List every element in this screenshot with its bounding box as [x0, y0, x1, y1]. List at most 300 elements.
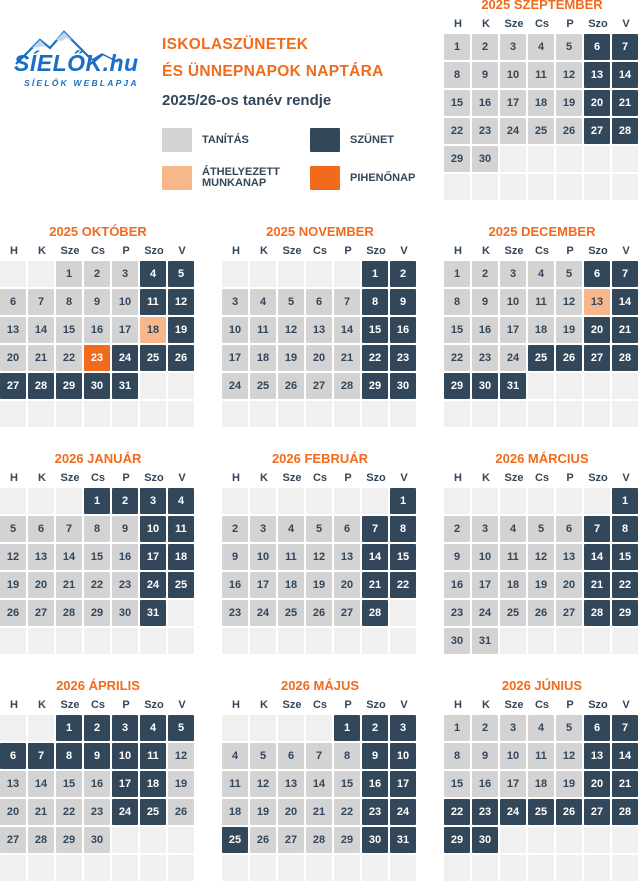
day-cell: 2	[112, 488, 138, 514]
day-cell: 6	[556, 516, 582, 542]
month-title: 2026 MÁRCIUS	[495, 451, 589, 466]
month-2026-junius	[444, 677, 640, 881]
day-cell: 4	[168, 488, 194, 514]
day-cell: 11	[222, 771, 248, 797]
weekday-label: K	[38, 245, 46, 257]
empty-cell	[444, 174, 470, 200]
day-cell: 30	[472, 373, 498, 399]
day-cell: 11	[528, 62, 554, 88]
day-cell: 8	[444, 743, 470, 769]
day-cell: 3	[112, 715, 138, 741]
day-cell: 18	[222, 799, 248, 825]
weekday-label: P	[566, 472, 574, 484]
empty-cell	[584, 174, 610, 200]
weekday-header	[444, 14, 640, 34]
day-cell: 27	[584, 799, 610, 825]
day-cell: 27	[306, 373, 332, 399]
empty-cell	[306, 715, 332, 741]
day-cell: 6	[584, 715, 610, 741]
day-cell: 24	[222, 373, 248, 399]
empty-cell	[584, 827, 610, 853]
day-cell: 29	[612, 600, 638, 626]
day-cell: 14	[612, 289, 638, 315]
legend-item-athelyezett	[162, 166, 280, 190]
day-cell: 29	[334, 827, 360, 853]
day-cell: 22	[444, 799, 470, 825]
empty-cell	[56, 488, 82, 514]
day-cell: 7	[362, 516, 388, 542]
weekday-label: H	[232, 472, 240, 484]
day-cell: 23	[362, 799, 388, 825]
weekday-label: H	[454, 472, 462, 484]
month-2025-szeptember	[444, 0, 640, 200]
empty-cell	[472, 488, 498, 514]
day-grid	[444, 488, 640, 654]
empty-cell	[612, 855, 638, 881]
empty-cell	[500, 827, 526, 853]
day-cell: 14	[28, 317, 54, 343]
empty-cell	[0, 628, 26, 654]
empty-cell	[278, 855, 304, 881]
day-cell: 6	[306, 289, 332, 315]
day-cell: 20	[584, 317, 610, 343]
weekday-label: H	[10, 472, 18, 484]
day-cell: 14	[584, 544, 610, 570]
empty-cell	[112, 401, 138, 427]
day-cell: 5	[556, 715, 582, 741]
day-cell: 5	[250, 743, 276, 769]
empty-cell	[612, 146, 638, 172]
day-cell: 9	[84, 289, 110, 315]
day-cell: 18	[500, 572, 526, 598]
day-cell: 28	[612, 345, 638, 371]
empty-cell	[0, 261, 26, 287]
day-cell: 24	[500, 118, 526, 144]
empty-cell	[390, 401, 416, 427]
day-cell: 8	[334, 743, 360, 769]
day-cell: 5	[306, 516, 332, 542]
empty-cell	[140, 827, 166, 853]
day-cell: 5	[278, 289, 304, 315]
empty-cell	[140, 373, 166, 399]
day-cell: 12	[278, 317, 304, 343]
day-cell: 30	[390, 373, 416, 399]
empty-cell	[306, 855, 332, 881]
day-cell: 11	[528, 743, 554, 769]
weekday-label: P	[122, 472, 130, 484]
day-cell: 21	[56, 572, 82, 598]
day-cell: 5	[0, 516, 26, 542]
day-cell: 8	[612, 516, 638, 542]
empty-cell	[84, 628, 110, 654]
weekday-label: Szo	[366, 699, 386, 711]
weekday-label: K	[260, 472, 268, 484]
empty-cell	[56, 401, 82, 427]
weekday-label: Szo	[144, 699, 164, 711]
day-cell: 20	[278, 799, 304, 825]
day-cell: 23	[222, 600, 248, 626]
day-cell: 11	[168, 516, 194, 542]
day-cell: 26	[556, 799, 582, 825]
weekday-label: K	[260, 699, 268, 711]
day-cell: 23	[84, 345, 110, 371]
weekday-label: H	[454, 245, 462, 257]
empty-cell	[362, 401, 388, 427]
empty-cell	[250, 855, 276, 881]
month-2026-januar	[0, 450, 196, 654]
empty-cell	[84, 401, 110, 427]
empty-cell	[362, 628, 388, 654]
weekday-label: V	[622, 699, 630, 711]
day-cell: 3	[112, 261, 138, 287]
weekday-label: V	[622, 18, 630, 30]
day-cell: 2	[84, 715, 110, 741]
day-cell: 16	[444, 572, 470, 598]
day-cell: 17	[472, 572, 498, 598]
empty-cell	[222, 401, 248, 427]
day-cell: 6	[278, 743, 304, 769]
day-cell: 7	[612, 715, 638, 741]
day-cell: 20	[584, 771, 610, 797]
day-cell: 19	[168, 771, 194, 797]
day-cell: 29	[84, 600, 110, 626]
day-cell: 3	[250, 516, 276, 542]
empty-cell	[528, 373, 554, 399]
day-cell: 13	[334, 544, 360, 570]
weekday-label: H	[10, 699, 18, 711]
day-cell: 8	[84, 516, 110, 542]
empty-cell	[362, 488, 388, 514]
day-cell: 3	[472, 516, 498, 542]
empty-cell	[584, 628, 610, 654]
day-cell: 4	[140, 715, 166, 741]
month-title: 2026 FEBRUÁR	[271, 451, 369, 466]
month-2026-aprilis	[0, 677, 196, 881]
weekday-label: P	[344, 699, 352, 711]
day-cell: 21	[28, 799, 54, 825]
day-cell: 6	[584, 34, 610, 60]
day-cell: 1	[444, 261, 470, 287]
weekday-label: Sze	[504, 699, 524, 711]
day-cell: 23	[112, 572, 138, 598]
day-cell: 1	[362, 261, 388, 287]
day-cell: 2	[84, 261, 110, 287]
day-cell: 8	[56, 743, 82, 769]
day-cell: 16	[222, 572, 248, 598]
day-cell: 11	[140, 289, 166, 315]
day-cell: 11	[500, 544, 526, 570]
day-cell: 20	[556, 572, 582, 598]
weekday-label: P	[344, 245, 352, 257]
day-cell: 14	[306, 771, 332, 797]
weekday-label: P	[122, 699, 130, 711]
day-cell: 30	[362, 827, 388, 853]
legend-label-tanitas: TANÍTÁS	[202, 133, 249, 146]
day-cell: 4	[222, 743, 248, 769]
day-cell: 21	[334, 345, 360, 371]
empty-cell	[612, 401, 638, 427]
day-cell: 18	[278, 572, 304, 598]
weekday-label: Sze	[282, 245, 302, 257]
day-cell: 10	[500, 289, 526, 315]
weekday-label: K	[260, 245, 268, 257]
month-2026-majus	[222, 677, 418, 881]
day-cell: 1	[444, 34, 470, 60]
day-cell: 1	[612, 488, 638, 514]
day-cell: 27	[0, 373, 26, 399]
day-cell: 2	[390, 261, 416, 287]
weekday-label: Szo	[588, 699, 608, 711]
day-cell: 24	[390, 799, 416, 825]
page-title-line1: ISKOLASZÜNETEK	[162, 36, 309, 53]
month-title: 2025 SZEPTEMBER	[481, 0, 603, 12]
day-cell: 20	[306, 345, 332, 371]
day-cell: 7	[334, 289, 360, 315]
empty-cell	[140, 628, 166, 654]
weekday-label: V	[178, 472, 186, 484]
day-cell: 30	[112, 600, 138, 626]
day-cell: 22	[444, 118, 470, 144]
day-cell: 16	[472, 90, 498, 116]
day-cell: 23	[472, 345, 498, 371]
day-cell: 8	[56, 289, 82, 315]
day-cell: 13	[584, 743, 610, 769]
day-cell: 14	[612, 743, 638, 769]
day-cell: 10	[250, 544, 276, 570]
day-cell: 16	[472, 317, 498, 343]
weekday-header	[444, 241, 640, 261]
legend-swatch-szunet	[310, 128, 340, 152]
empty-cell	[112, 628, 138, 654]
empty-cell	[444, 401, 470, 427]
day-cell: 14	[612, 62, 638, 88]
day-cell: 26	[278, 373, 304, 399]
month-title: 2025 DECEMBER	[488, 224, 596, 239]
empty-cell	[500, 488, 526, 514]
empty-cell	[334, 401, 360, 427]
day-cell: 16	[84, 317, 110, 343]
weekday-label: Cs	[312, 245, 328, 257]
day-cell: 5	[556, 261, 582, 287]
day-grid	[0, 261, 196, 427]
day-cell: 27	[334, 600, 360, 626]
empty-cell	[500, 401, 526, 427]
month-title: 2025 OKTÓBER	[49, 224, 147, 239]
day-cell: 4	[528, 34, 554, 60]
day-cell: 18	[528, 771, 554, 797]
day-cell: 18	[528, 90, 554, 116]
day-cell: 7	[28, 289, 54, 315]
day-cell: 6	[0, 289, 26, 315]
day-cell: 20	[28, 572, 54, 598]
day-cell: 16	[112, 544, 138, 570]
weekday-header	[444, 695, 640, 715]
day-cell: 30	[84, 827, 110, 853]
day-cell: 17	[112, 317, 138, 343]
weekday-label: K	[482, 245, 490, 257]
empty-cell	[444, 855, 470, 881]
empty-cell	[168, 600, 194, 626]
weekday-label: K	[482, 18, 490, 30]
empty-cell	[334, 488, 360, 514]
weekday-label: V	[622, 245, 630, 257]
day-cell: 25	[140, 345, 166, 371]
month-2026-februar	[222, 450, 418, 654]
weekday-label: Sze	[504, 472, 524, 484]
day-cell: 18	[528, 317, 554, 343]
day-cell: 5	[528, 516, 554, 542]
empty-cell	[222, 628, 248, 654]
day-cell: 29	[56, 827, 82, 853]
weekday-header	[222, 468, 418, 488]
weekday-label: H	[232, 245, 240, 257]
weekday-label: K	[482, 699, 490, 711]
page-title-line2: ÉS ÜNNEPNAPOK NAPTÁRA	[162, 63, 384, 80]
empty-cell	[222, 855, 248, 881]
day-cell: 15	[444, 771, 470, 797]
empty-cell	[250, 261, 276, 287]
day-cell: 1	[444, 715, 470, 741]
day-cell: 29	[444, 146, 470, 172]
day-cell: 3	[500, 34, 526, 60]
day-cell: 28	[334, 373, 360, 399]
day-cell: 25	[168, 572, 194, 598]
empty-cell	[612, 827, 638, 853]
empty-cell	[0, 855, 26, 881]
day-cell: 13	[306, 317, 332, 343]
empty-cell	[306, 401, 332, 427]
empty-cell	[0, 488, 26, 514]
month-title: 2026 JANUÁR	[54, 451, 142, 466]
day-cell: 18	[140, 771, 166, 797]
day-cell: 21	[28, 345, 54, 371]
day-cell: 19	[168, 317, 194, 343]
day-cell: 30	[472, 146, 498, 172]
day-cell: 13	[0, 771, 26, 797]
day-cell: 30	[444, 628, 470, 654]
empty-cell	[556, 855, 582, 881]
day-cell: 24	[112, 799, 138, 825]
day-cell: 24	[112, 345, 138, 371]
day-cell: 10	[112, 743, 138, 769]
weekday-label: K	[38, 472, 46, 484]
day-cell: 3	[500, 715, 526, 741]
weekday-label: H	[232, 699, 240, 711]
empty-cell	[278, 628, 304, 654]
day-cell: 26	[0, 600, 26, 626]
month-2025-november	[222, 223, 418, 427]
weekday-label: Sze	[60, 699, 80, 711]
weekday-label: Cs	[90, 472, 106, 484]
day-cell: 2	[222, 516, 248, 542]
day-cell: 15	[56, 317, 82, 343]
empty-cell	[334, 628, 360, 654]
empty-cell	[528, 146, 554, 172]
day-cell: 28	[612, 799, 638, 825]
empty-cell	[28, 488, 54, 514]
empty-cell	[168, 628, 194, 654]
weekday-label: H	[454, 699, 462, 711]
empty-cell	[112, 855, 138, 881]
day-cell: 12	[556, 62, 582, 88]
empty-cell	[278, 488, 304, 514]
day-cell: 20	[0, 345, 26, 371]
day-cell: 10	[112, 289, 138, 315]
day-cell: 3	[222, 289, 248, 315]
day-cell: 13	[0, 317, 26, 343]
day-cell: 14	[362, 544, 388, 570]
weekday-label: Sze	[282, 472, 302, 484]
day-grid	[444, 261, 640, 427]
empty-cell	[250, 401, 276, 427]
day-cell: 25	[140, 799, 166, 825]
legend-item-szunet	[310, 128, 394, 152]
day-cell: 30	[472, 827, 498, 853]
day-cell: 17	[390, 771, 416, 797]
day-cell: 19	[556, 771, 582, 797]
empty-cell	[28, 715, 54, 741]
weekday-label: Szo	[144, 472, 164, 484]
day-cell: 9	[472, 743, 498, 769]
day-cell: 12	[528, 544, 554, 570]
empty-cell	[334, 855, 360, 881]
empty-cell	[500, 174, 526, 200]
day-cell: 24	[472, 600, 498, 626]
weekday-label: H	[10, 245, 18, 257]
day-cell: 22	[444, 345, 470, 371]
day-cell: 16	[362, 771, 388, 797]
day-cell: 31	[472, 628, 498, 654]
weekday-label: H	[454, 18, 462, 30]
day-cell: 14	[28, 771, 54, 797]
weekday-label: Szo	[366, 472, 386, 484]
day-cell: 20	[0, 799, 26, 825]
day-cell: 26	[168, 799, 194, 825]
month-title: 2026 JÚNIUS	[501, 678, 583, 693]
day-cell: 17	[500, 771, 526, 797]
day-cell: 22	[362, 345, 388, 371]
day-cell: 22	[390, 572, 416, 598]
empty-cell	[222, 488, 248, 514]
empty-cell	[222, 715, 248, 741]
empty-cell	[28, 261, 54, 287]
empty-cell	[278, 401, 304, 427]
day-cell: 5	[556, 34, 582, 60]
day-cell: 29	[444, 827, 470, 853]
day-cell: 18	[168, 544, 194, 570]
empty-cell	[278, 715, 304, 741]
empty-cell	[472, 401, 498, 427]
weekday-header	[222, 695, 418, 715]
empty-cell	[612, 174, 638, 200]
empty-cell	[306, 488, 332, 514]
empty-cell	[584, 146, 610, 172]
empty-cell	[168, 401, 194, 427]
day-cell: 26	[306, 600, 332, 626]
day-grid	[444, 34, 640, 200]
day-cell: 31	[112, 373, 138, 399]
day-cell: 5	[168, 261, 194, 287]
empty-cell	[362, 855, 388, 881]
empty-cell	[500, 146, 526, 172]
day-cell: 3	[390, 715, 416, 741]
day-cell: 13	[278, 771, 304, 797]
day-cell: 1	[84, 488, 110, 514]
day-cell: 17	[500, 317, 526, 343]
day-cell: 22	[56, 345, 82, 371]
weekday-header	[0, 241, 196, 261]
day-grid	[0, 715, 196, 881]
